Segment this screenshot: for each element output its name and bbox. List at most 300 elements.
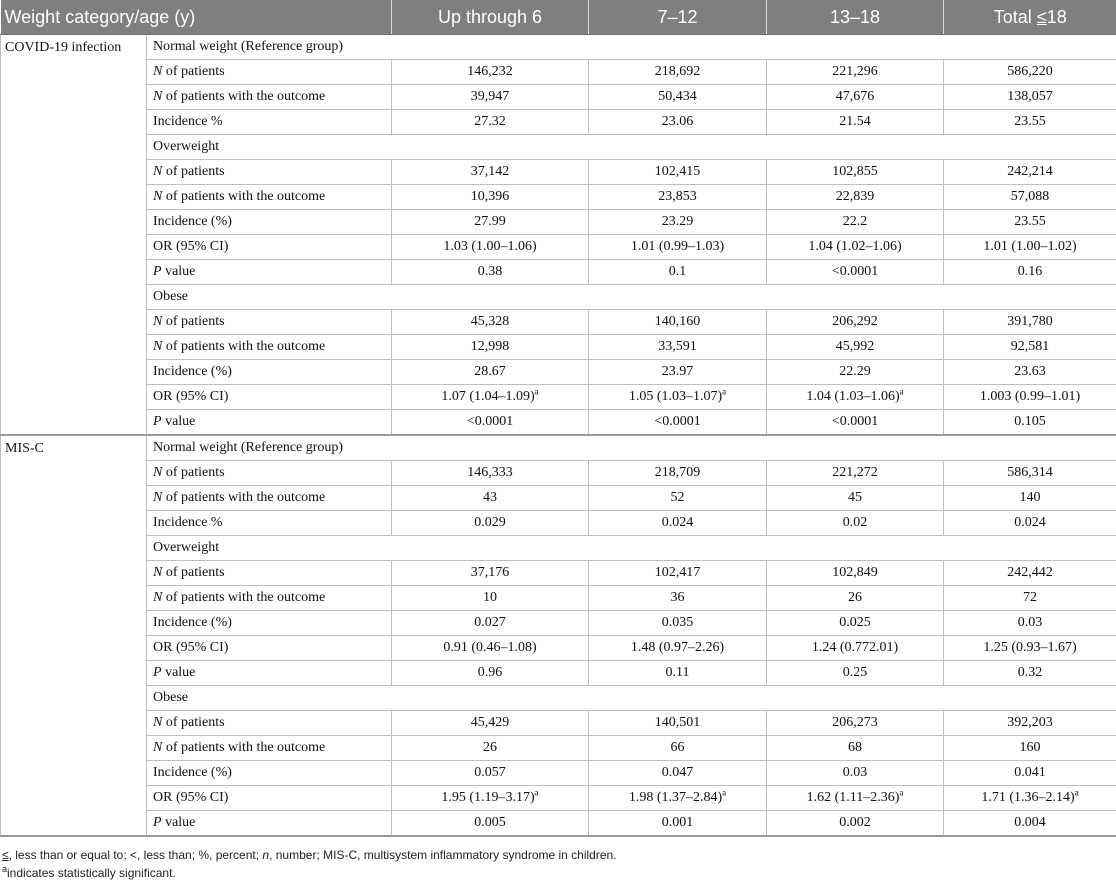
row-label-text: of patients xyxy=(162,715,225,730)
row-label-text: value xyxy=(161,264,196,279)
cell-value: 0.03 xyxy=(1017,615,1043,630)
cell-value: 0.041 xyxy=(1014,765,1046,780)
row-label-text: of patients xyxy=(162,314,225,329)
header-13-18: 13–18 xyxy=(767,0,944,35)
cell-value: 39,947 xyxy=(470,89,510,104)
value-cell xyxy=(944,410,1116,436)
value-cell xyxy=(589,385,767,410)
footnote-abbreviations xyxy=(2,846,1112,864)
value-cell xyxy=(392,110,589,135)
value-cell xyxy=(767,636,944,661)
row-label-text: of patients xyxy=(162,64,225,79)
cell-value: 160 xyxy=(1019,740,1041,755)
cell-value: 218,709 xyxy=(654,465,701,480)
value-cell xyxy=(589,661,767,686)
row-label-variable: N xyxy=(153,314,163,329)
row-label-variable: N xyxy=(153,565,163,580)
row-label xyxy=(147,385,392,410)
cell-value: 0.96 xyxy=(477,665,503,680)
cell-value: 140,160 xyxy=(654,314,701,329)
row-label xyxy=(147,461,392,486)
value-cell xyxy=(767,461,944,486)
value-cell xyxy=(767,160,944,185)
row-label-text: Incidence (%) xyxy=(153,364,232,379)
cell-value: 1.01 (0.99–1.03) xyxy=(630,239,725,254)
value-cell xyxy=(944,160,1116,185)
value-cell xyxy=(944,561,1116,586)
cell-value: 92,581 xyxy=(1010,339,1050,354)
cell-value: <0.0001 xyxy=(466,414,514,429)
cell-value: 1.04 (1.03–1.06) xyxy=(806,389,900,404)
header-total xyxy=(944,0,1116,35)
value-cell xyxy=(589,711,767,736)
group-row xyxy=(1,536,1116,561)
cell-value: 0.024 xyxy=(661,515,694,530)
cell-value: 0.105 xyxy=(1014,414,1046,429)
table-row xyxy=(1,636,1116,661)
cell-value: 242,442 xyxy=(1007,565,1053,580)
row-label-text: value xyxy=(161,414,196,429)
group-label: Normal weight (Reference group) xyxy=(147,435,1116,461)
value-cell xyxy=(767,385,944,410)
value-cell xyxy=(589,761,767,786)
value-cell xyxy=(392,636,589,661)
value-cell xyxy=(944,711,1116,736)
value-cell xyxy=(944,461,1116,486)
row-label-variable: N xyxy=(153,189,163,204)
header-up-through-6: Up through 6 xyxy=(392,0,589,35)
table-row xyxy=(1,160,1116,185)
cell-value: 0.005 xyxy=(474,815,506,830)
row-label-variable: N xyxy=(153,740,163,755)
row-label xyxy=(147,260,392,285)
row-label xyxy=(147,486,392,511)
value-cell xyxy=(392,761,589,786)
value-cell xyxy=(944,511,1116,536)
row-label-text: Incidence (%) xyxy=(153,214,232,229)
value-cell xyxy=(589,586,767,611)
table-row xyxy=(1,761,1116,786)
row-label-variable: N xyxy=(153,490,163,505)
row-label-text: value xyxy=(161,815,196,830)
row-label xyxy=(147,611,392,636)
value-cell xyxy=(944,260,1116,285)
value-cell xyxy=(589,410,767,436)
value-cell xyxy=(767,110,944,135)
cell-value: 0.32 xyxy=(1017,665,1043,680)
row-label-text: of patients with the outcome xyxy=(162,189,326,204)
cell-value: 0.027 xyxy=(474,615,506,630)
cell-value: 0.035 xyxy=(661,615,694,630)
table-row xyxy=(1,611,1116,636)
value-cell xyxy=(589,60,767,85)
significance-mark: a xyxy=(722,386,727,397)
cell-value: 26 xyxy=(483,740,498,755)
value-cell xyxy=(944,636,1116,661)
cell-value: 102,855 xyxy=(832,164,878,179)
value-cell xyxy=(589,811,767,837)
value-cell xyxy=(589,736,767,761)
row-label-variable: N xyxy=(153,89,163,104)
value-cell xyxy=(767,661,944,686)
group-row xyxy=(1,435,1116,461)
row-label xyxy=(147,60,392,85)
row-label xyxy=(147,761,392,786)
cell-value: 392,203 xyxy=(1007,715,1053,730)
cell-value: 1.003 (0.99–1.01) xyxy=(979,389,1081,404)
cell-value: 37,176 xyxy=(470,565,510,580)
value-cell xyxy=(589,210,767,235)
value-cell xyxy=(944,360,1116,385)
cell-value: 1.07 (1.04–1.09) xyxy=(441,389,535,404)
value-cell xyxy=(767,335,944,360)
significance-mark: a xyxy=(1074,787,1079,798)
cell-value: 0.024 xyxy=(1014,515,1046,530)
cell-value: 1.03 (1.00–1.06) xyxy=(443,239,537,254)
section-label: MIS-C xyxy=(1,435,147,836)
cell-value: 0.11 xyxy=(665,665,690,680)
row-label xyxy=(147,511,392,536)
cell-value: 10,396 xyxy=(470,189,510,204)
value-cell xyxy=(944,110,1116,135)
cell-value: 140 xyxy=(1019,490,1041,505)
value-cell xyxy=(767,561,944,586)
value-cell xyxy=(944,761,1116,786)
value-cell xyxy=(944,611,1116,636)
value-cell xyxy=(767,85,944,110)
value-cell xyxy=(392,586,589,611)
cell-value: 0.057 xyxy=(474,765,506,780)
table-row xyxy=(1,461,1116,486)
cell-value: 138,057 xyxy=(1007,89,1053,104)
row-label xyxy=(147,736,392,761)
cell-value: 66 xyxy=(670,740,685,755)
row-label-variable: P xyxy=(153,414,162,429)
cell-value: 102,849 xyxy=(832,565,878,580)
row-label-text: of patients xyxy=(162,565,225,580)
table-row xyxy=(1,185,1116,210)
row-label-text: Incidence % xyxy=(153,515,223,530)
row-label-variable: N xyxy=(153,715,163,730)
table-row xyxy=(1,335,1116,360)
value-cell xyxy=(767,586,944,611)
row-label-text: value xyxy=(161,665,196,680)
cell-value: 0.002 xyxy=(839,815,871,830)
cell-value: 23.06 xyxy=(661,114,694,129)
value-cell xyxy=(589,486,767,511)
value-cell xyxy=(589,786,767,811)
group-label: Obese xyxy=(147,285,1116,310)
value-cell xyxy=(944,736,1116,761)
cell-value: 1.01 (1.00–1.02) xyxy=(983,239,1077,254)
value-cell xyxy=(944,60,1116,85)
value-cell xyxy=(589,110,767,135)
row-label-variable: N xyxy=(153,590,163,605)
table-row xyxy=(1,110,1116,135)
significance-mark: a xyxy=(899,386,904,397)
row-label-text: of patients with the outcome xyxy=(162,339,326,354)
value-cell xyxy=(767,761,944,786)
table-row xyxy=(1,60,1116,85)
cell-value: 0.001 xyxy=(661,815,694,830)
cell-value: 0.025 xyxy=(839,615,871,630)
group-row xyxy=(1,686,1116,711)
table-row xyxy=(1,561,1116,586)
cell-value: 221,272 xyxy=(832,465,878,480)
footnote-mark: a xyxy=(2,864,8,874)
cell-value: 27.99 xyxy=(474,214,506,229)
value-cell xyxy=(944,235,1116,260)
cell-value: 221,296 xyxy=(832,64,878,79)
value-cell xyxy=(392,736,589,761)
value-cell xyxy=(392,711,589,736)
footnote-segment: , number; MIS-C, multisystem inflammatory syndrome in children. xyxy=(269,848,617,862)
value-cell xyxy=(944,385,1116,410)
cell-value: 68 xyxy=(848,740,863,755)
value-cell xyxy=(392,310,589,335)
cell-value: 37,142 xyxy=(470,164,510,179)
significance-mark: a xyxy=(534,787,539,798)
table-row xyxy=(1,310,1116,335)
cell-value: 1.05 (1.03–1.07) xyxy=(628,389,723,404)
significance-mark: a xyxy=(899,787,904,798)
value-cell xyxy=(589,260,767,285)
footnote-significance xyxy=(2,864,1112,882)
cell-value: 45,429 xyxy=(470,715,510,730)
value-cell xyxy=(589,561,767,586)
value-cell xyxy=(392,786,589,811)
value-cell xyxy=(944,85,1116,110)
value-cell xyxy=(589,185,767,210)
cell-value: <0.0001 xyxy=(831,414,879,429)
cell-value: 23,853 xyxy=(658,189,697,204)
value-cell xyxy=(392,185,589,210)
row-label-text: of patients with the outcome xyxy=(162,89,326,104)
significance-mark: a xyxy=(534,386,539,397)
value-cell xyxy=(392,210,589,235)
row-label xyxy=(147,586,392,611)
value-cell xyxy=(767,811,944,837)
row-label-text: Incidence (%) xyxy=(153,765,232,780)
footnote-segment: ≤ xyxy=(2,848,9,862)
row-label xyxy=(147,410,392,436)
cell-value: 218,692 xyxy=(654,64,701,79)
footnotes xyxy=(2,846,1112,882)
cell-value: 45 xyxy=(848,490,863,505)
value-cell xyxy=(392,461,589,486)
cell-value: 72 xyxy=(1023,590,1038,605)
cell-value: 12,998 xyxy=(470,339,510,354)
value-cell xyxy=(392,410,589,436)
row-label-text: Incidence (%) xyxy=(153,615,232,630)
cell-value: <0.0001 xyxy=(654,414,701,429)
row-label-text: Incidence % xyxy=(153,114,223,129)
value-cell xyxy=(767,360,944,385)
cell-value: 0.16 xyxy=(1017,264,1043,279)
cell-value: 22,839 xyxy=(835,189,875,204)
value-cell xyxy=(767,511,944,536)
row-label-text: OR (95% CI) xyxy=(153,790,229,805)
footnote-significance-text: indicates statistically significant. xyxy=(7,866,176,880)
value-cell xyxy=(392,561,589,586)
cell-value: 206,273 xyxy=(832,715,878,730)
cell-value: 36 xyxy=(670,590,685,605)
group-label: Obese xyxy=(147,686,1116,711)
cell-value: 146,232 xyxy=(467,64,513,79)
cell-value: 23.55 xyxy=(1014,114,1046,129)
value-cell xyxy=(767,736,944,761)
row-label-variable: N xyxy=(153,465,163,480)
cell-value: 206,292 xyxy=(832,314,878,329)
table-row xyxy=(1,410,1116,436)
group-label: Overweight xyxy=(147,135,1116,160)
cell-value: 23.97 xyxy=(661,364,694,379)
value-cell xyxy=(392,160,589,185)
group-row xyxy=(1,35,1116,60)
cell-value: 1.71 (1.36–2.14) xyxy=(981,790,1075,805)
value-cell xyxy=(589,636,767,661)
header-7-12: 7–12 xyxy=(589,0,767,35)
row-label-text: of patients xyxy=(162,164,225,179)
value-cell xyxy=(392,85,589,110)
cell-value: 47,676 xyxy=(835,89,875,104)
value-cell xyxy=(767,486,944,511)
header-weight-age: Weight category/age (y) xyxy=(1,0,392,35)
table-row xyxy=(1,786,1116,811)
row-label-text: of patients xyxy=(162,465,225,480)
section-label: COVID-19 infection xyxy=(1,35,147,436)
row-label xyxy=(147,561,392,586)
cell-value: 43 xyxy=(483,490,498,505)
cell-value: 28.67 xyxy=(474,364,506,379)
row-label-text: of patients with the outcome xyxy=(162,490,326,505)
value-cell xyxy=(392,661,589,686)
table-row xyxy=(1,736,1116,761)
cell-value: 33,591 xyxy=(658,339,697,354)
value-cell xyxy=(767,60,944,85)
group-row xyxy=(1,285,1116,310)
row-label-variable: N xyxy=(153,339,163,354)
footnote-segment: , less than or equal to; <, less than; %, percent; xyxy=(8,848,263,862)
row-label-variable: P xyxy=(153,815,162,830)
row-label-variable: P xyxy=(153,665,162,680)
value-cell xyxy=(767,235,944,260)
value-cell xyxy=(944,185,1116,210)
cell-value: 0.02 xyxy=(842,515,868,530)
value-cell xyxy=(589,461,767,486)
row-label-text: OR (95% CI) xyxy=(153,239,229,254)
cell-value: 1.98 (1.37–2.84) xyxy=(628,790,723,805)
cell-value: 1.04 (1.02–1.06) xyxy=(808,239,902,254)
cell-value: 23.29 xyxy=(661,214,694,229)
value-cell xyxy=(589,310,767,335)
cell-value: 586,220 xyxy=(1007,64,1053,79)
cell-value: 0.004 xyxy=(1014,815,1046,830)
value-cell xyxy=(392,511,589,536)
value-cell xyxy=(392,360,589,385)
value-cell xyxy=(944,210,1116,235)
value-cell xyxy=(944,486,1116,511)
value-cell xyxy=(392,486,589,511)
cell-value: 27.32 xyxy=(474,114,506,129)
value-cell xyxy=(589,85,767,110)
value-cell xyxy=(767,310,944,335)
value-cell xyxy=(392,60,589,85)
value-cell xyxy=(944,310,1116,335)
value-cell xyxy=(589,360,767,385)
value-cell xyxy=(767,210,944,235)
cell-value: 52 xyxy=(670,490,685,505)
significance-mark: a xyxy=(722,787,727,798)
cell-value: 45,992 xyxy=(835,339,875,354)
value-cell xyxy=(767,185,944,210)
row-label xyxy=(147,160,392,185)
row-label xyxy=(147,636,392,661)
cell-value: 57,088 xyxy=(1010,189,1050,204)
group-label: Normal weight (Reference group) xyxy=(147,35,1116,60)
cell-value: 242,214 xyxy=(1007,164,1053,179)
cell-value: 22.29 xyxy=(839,364,871,379)
row-label xyxy=(147,811,392,837)
cell-value: 0.029 xyxy=(474,515,506,530)
value-cell xyxy=(392,385,589,410)
group-row xyxy=(1,135,1116,160)
cell-value: 0.38 xyxy=(477,264,503,279)
row-label xyxy=(147,786,392,811)
table-row xyxy=(1,235,1116,260)
row-label xyxy=(147,711,392,736)
cell-value: 586,314 xyxy=(1007,465,1053,480)
cell-value: 26 xyxy=(848,590,863,605)
value-cell xyxy=(392,260,589,285)
table-row xyxy=(1,385,1116,410)
table-row xyxy=(1,661,1116,686)
cell-value: 10 xyxy=(483,590,498,605)
cell-value: 23.63 xyxy=(1014,364,1046,379)
cell-value: 1.48 (0.97–2.26) xyxy=(630,640,725,655)
value-cell xyxy=(392,335,589,360)
table-row xyxy=(1,210,1116,235)
cell-value: 1.95 (1.19–3.17) xyxy=(441,790,535,805)
value-cell xyxy=(767,711,944,736)
value-cell xyxy=(944,335,1116,360)
value-cell xyxy=(392,235,589,260)
value-cell xyxy=(589,511,767,536)
cell-value: 0.91 (0.46–1.08) xyxy=(443,640,537,655)
table-row xyxy=(1,360,1116,385)
table-row xyxy=(1,811,1116,837)
cell-value: 0.047 xyxy=(661,765,694,780)
row-label-variable: P xyxy=(153,264,162,279)
cell-value: 102,417 xyxy=(654,565,701,580)
row-label xyxy=(147,210,392,235)
row-label xyxy=(147,235,392,260)
row-label xyxy=(147,85,392,110)
cell-value: 102,415 xyxy=(654,164,701,179)
table-row xyxy=(1,260,1116,285)
header-total-prefix: Total xyxy=(993,6,1037,27)
header-total-suffix: 18 xyxy=(1046,6,1067,27)
cell-value: 23.55 xyxy=(1014,214,1046,229)
row-label xyxy=(147,335,392,360)
value-cell xyxy=(944,786,1116,811)
table-row xyxy=(1,586,1116,611)
row-label-text: of patients with the outcome xyxy=(162,740,326,755)
row-label-variable: N xyxy=(153,164,163,179)
cell-value: 140,501 xyxy=(654,715,701,730)
value-cell xyxy=(589,235,767,260)
cell-value: 1.24 (0.772.01) xyxy=(811,640,899,655)
